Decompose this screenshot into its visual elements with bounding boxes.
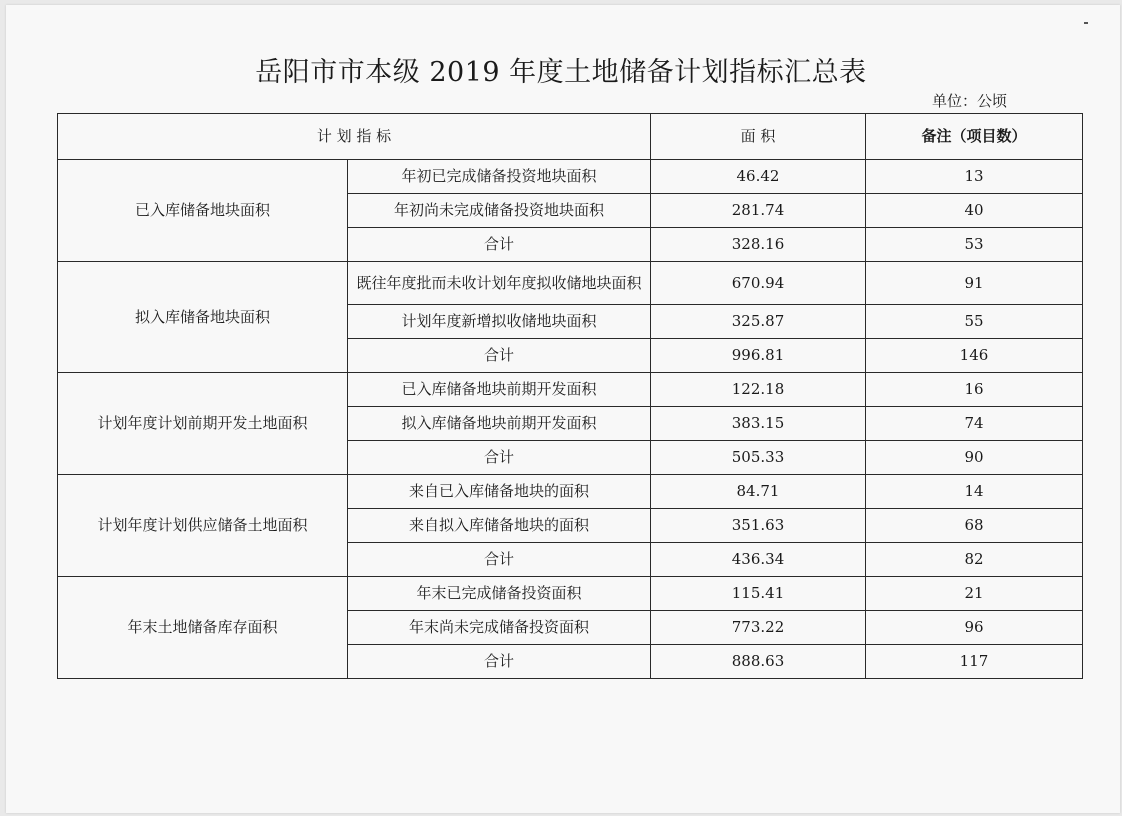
table-row (58, 373, 1083, 407)
table-row (58, 577, 1083, 611)
row-count: 40 (866, 194, 1083, 228)
group-name: 拟入库储备地块面积 (58, 262, 348, 373)
row-count: 91 (866, 262, 1083, 305)
row-item: 合计 (348, 339, 651, 373)
row-count: 68 (866, 509, 1083, 543)
row-area: 122.18 (651, 373, 866, 407)
row-area: 996.81 (651, 339, 866, 373)
row-item: 年末尚未完成储备投资面积 (348, 611, 651, 645)
row-area: 436.34 (651, 543, 866, 577)
row-area: 325.87 (651, 305, 866, 339)
row-item: 来自拟入库储备地块的面积 (348, 509, 651, 543)
row-area: 115.41 (651, 577, 866, 611)
row-item: 年初尚未完成储备投资地块面积 (348, 194, 651, 228)
row-item: 计划年度新增拟收储地块面积 (348, 305, 651, 339)
table-row (58, 160, 1083, 194)
row-area: 351.63 (651, 509, 866, 543)
row-item: 合计 (348, 645, 651, 679)
row-area: 281.74 (651, 194, 866, 228)
row-item: 既往年度批而未收计划年度拟收储地块面积 (348, 262, 651, 305)
land-reserve-summary-table (57, 113, 1083, 679)
table-row (58, 262, 1083, 305)
row-item: 年初已完成储备投资地块面积 (348, 160, 651, 194)
page-title: 岳阳市市本级 2019 年度土地储备计划指标汇总表 (255, 57, 867, 88)
row-count: 90 (866, 441, 1083, 475)
row-area: 670.94 (651, 262, 866, 305)
unit-label: 单位：公顷 (932, 92, 1008, 110)
row-count: 16 (866, 373, 1083, 407)
group-name: 计划年度计划前期开发土地面积 (58, 373, 348, 475)
row-area: 773.22 (651, 611, 866, 645)
table-row (58, 475, 1083, 509)
table-header-row (58, 114, 1083, 160)
row-count: 13 (866, 160, 1083, 194)
row-count: 55 (866, 305, 1083, 339)
row-count: 53 (866, 228, 1083, 262)
row-item: 年末已完成储备投资面积 (348, 577, 651, 611)
scan-speck (1084, 22, 1088, 24)
row-item: 已入库储备地块前期开发面积 (348, 373, 651, 407)
row-count: 74 (866, 407, 1083, 441)
header-indicator: 计 划 指 标 (58, 114, 651, 160)
row-area: 84.71 (651, 475, 866, 509)
header-remark: 备注（项目数） (866, 114, 1083, 160)
row-count: 21 (866, 577, 1083, 611)
row-count: 82 (866, 543, 1083, 577)
row-item: 合计 (348, 441, 651, 475)
row-count: 96 (866, 611, 1083, 645)
row-area: 383.15 (651, 407, 866, 441)
row-area: 328.16 (651, 228, 866, 262)
group-name: 年末土地储备库存面积 (58, 577, 348, 679)
header-area: 面 积 (651, 114, 866, 160)
row-count: 146 (866, 339, 1083, 373)
row-count: 117 (866, 645, 1083, 679)
row-item: 合计 (348, 228, 651, 262)
row-area: 46.42 (651, 160, 866, 194)
group-name: 计划年度计划供应储备土地面积 (58, 475, 348, 577)
row-area: 505.33 (651, 441, 866, 475)
group-name: 已入库储备地块面积 (58, 160, 348, 262)
row-item: 合计 (348, 543, 651, 577)
row-area: 888.63 (651, 645, 866, 679)
row-item: 拟入库储备地块前期开发面积 (348, 407, 651, 441)
row-item: 来自已入库储备地块的面积 (348, 475, 651, 509)
row-count: 14 (866, 475, 1083, 509)
